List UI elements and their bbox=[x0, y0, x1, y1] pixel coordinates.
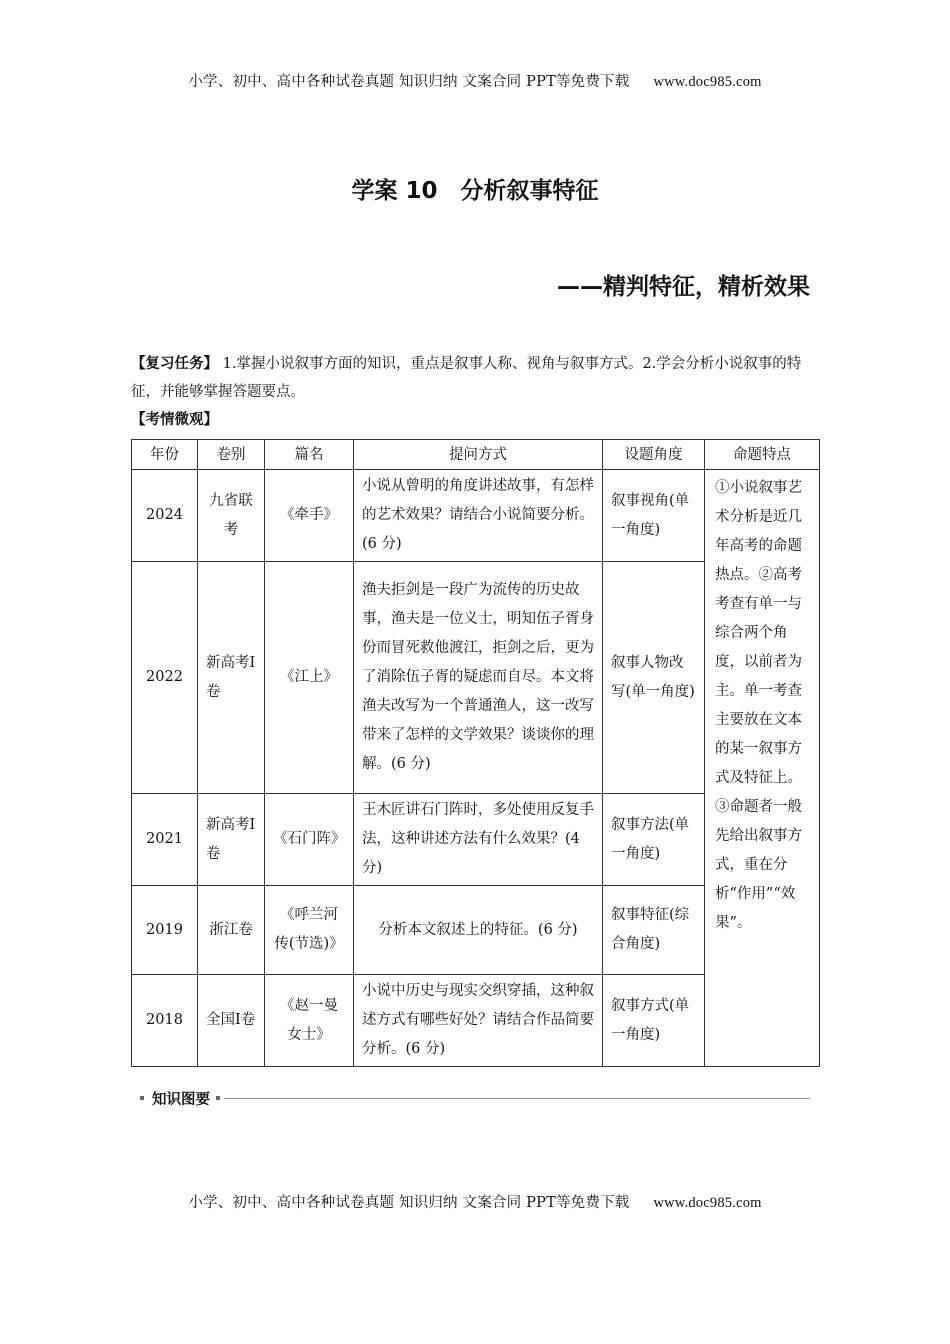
cell-angle: 叙事方法(单一角度) bbox=[603, 794, 705, 886]
header-text: 小学、初中、高中各种试卷真题 知识归纳 文案合同 PPT等免费下载 bbox=[188, 74, 630, 90]
review-task bbox=[131, 350, 821, 406]
cell-angle: 叙事视角(单一角度) bbox=[603, 470, 705, 562]
cell-question: 渔夫拒剑是一段广为流传的历史故事，渔夫是一位义士，明知伍子胥身份而冒死救他渡江，拒剑之后，更为了消除伍子胥的疑虑而自尽。本文将渔夫改写为一个普通渔人，这一改写带来了怎样的文学效果？谈谈你的理解。(6 分) bbox=[354, 562, 603, 794]
cell-angle: 叙事方式(单一角度) bbox=[603, 975, 705, 1067]
cell-paper: 新高考Ⅰ卷 bbox=[198, 562, 265, 794]
cell-question: 小说从曾明的角度讲述故事，有怎样的艺术效果？请结合小说简要分析。(6 分) bbox=[354, 470, 603, 562]
cell-paper: 全国Ⅰ卷 bbox=[198, 975, 265, 1067]
cell-paper: 浙江卷 bbox=[198, 886, 265, 975]
cell-angle: 叙事人物改写(单一角度) bbox=[603, 562, 705, 794]
col-header-angle: 设题角度 bbox=[603, 440, 705, 470]
col-header-question: 提问方式 bbox=[354, 440, 603, 470]
page-header bbox=[0, 70, 950, 91]
cell-feature-note: ①小说叙事艺术分析是近几年高考的命题热点。②高考考查有单一与综合两个角度，以前者为主。单一考查主要放在文本的某一叙事方式及特征上。③命题者一般先给出叙事方式，重在分析“作用”“效果”。 bbox=[705, 470, 820, 1067]
review-task-text: 1.掌握小说叙事方面的知识，重点是叙事人称、视角与叙事方式。2.学会分析小说叙事的特征，并能够掌握答题要点。 bbox=[131, 356, 802, 400]
cell-title: 《呼兰河传(节选)》 bbox=[265, 886, 354, 975]
cell-angle: 叙事特征(综合角度) bbox=[603, 886, 705, 975]
cell-year: 2021 bbox=[132, 794, 198, 886]
header-url[interactable]: www.doc985.com bbox=[653, 74, 762, 90]
cell-paper: 新高考Ⅰ卷 bbox=[198, 794, 265, 886]
cell-title: 《石门阵》 bbox=[265, 794, 354, 886]
page-title: 学案 10 分析叙事特征 bbox=[351, 178, 599, 204]
cell-year: 2022 bbox=[132, 562, 198, 794]
cell-year: 2019 bbox=[132, 886, 198, 975]
page-footer bbox=[0, 1191, 950, 1212]
col-header-feature: 命题特点 bbox=[705, 440, 820, 470]
knowledge-map-label: 知识图要 bbox=[152, 1091, 210, 1108]
footer-url[interactable]: www.doc985.com bbox=[653, 1195, 762, 1211]
cell-title: 《赵一曼女士》 bbox=[265, 975, 354, 1067]
cell-question: 王木匠讲石门阵时，多处使用反复手法，这种讲述方法有什么效果？(4 分) bbox=[354, 794, 603, 886]
review-task-label: 【复习任务】 bbox=[131, 356, 218, 372]
exam-situation-heading bbox=[131, 408, 218, 429]
cell-year: 2024 bbox=[132, 470, 198, 562]
cell-title: 《牵手》 bbox=[265, 470, 354, 562]
col-header-year: 年份 bbox=[132, 440, 198, 470]
page-subtitle: ——精判特征，精析效果 bbox=[557, 274, 810, 300]
square-bullet-icon bbox=[216, 1096, 220, 1100]
cell-question: 分析本文叙述上的特征。(6 分) bbox=[354, 886, 603, 975]
table-row bbox=[132, 470, 820, 562]
cell-question: 小说中历史与现实交织穿插，这种叙述方式有哪些好处？请结合作品简要分析。(6 分) bbox=[354, 975, 603, 1067]
col-header-paper: 卷别 bbox=[198, 440, 265, 470]
exam-situation-label: 【考情微观】 bbox=[131, 412, 218, 428]
exam-table bbox=[131, 439, 820, 1067]
table-header-row bbox=[132, 440, 820, 470]
col-header-title: 篇名 bbox=[265, 440, 354, 470]
section-divider bbox=[224, 1098, 810, 1099]
square-bullet-icon bbox=[140, 1096, 144, 1100]
cell-year: 2018 bbox=[132, 975, 198, 1067]
cell-paper: 九省联考 bbox=[198, 470, 265, 562]
knowledge-map-heading bbox=[140, 1088, 810, 1108]
cell-title: 《江上》 bbox=[265, 562, 354, 794]
footer-text: 小学、初中、高中各种试卷真题 知识归纳 文案合同 PPT等免费下载 bbox=[188, 1195, 630, 1211]
